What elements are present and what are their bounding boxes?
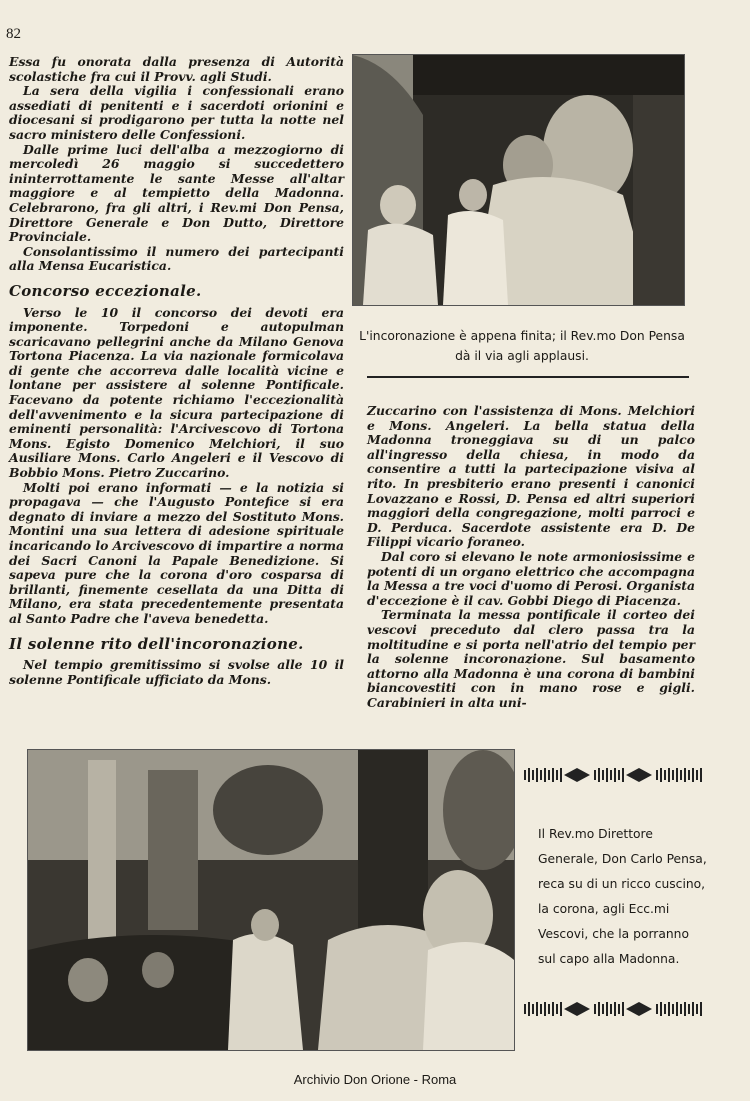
caption-bottom-photo: Il Rev.mo Direttore Generale, Don Carlo Pensa, reca su di un ricco cuscino, la corona, agli Ecc.mi Vescovi, che la porranno sul capo alla Madonna. bbox=[538, 827, 707, 966]
photo-coronation-bishops bbox=[352, 54, 685, 306]
paragraph: Terminata la messa pontificale il corteo dei vescovi preceduto dal clero passa tra la moltitudine e si porta nell'atrio del tempio per la solenne incoronazione. Sul basamento attorno alla Madonna è una corona di bambini biancovestiti con in mano rose e gigli. Carabinieri in alta uni- bbox=[367, 607, 695, 710]
paragraph: Consolantissimo il numero dei partecipanti alla Mensa Eucaristica. bbox=[9, 243, 344, 274]
section-heading-concorso: Concorso eccezionale. bbox=[9, 281, 202, 300]
paragraph: Verso le 10 il concorso dei devoti era imponente. Torpedoni e autopulman scaricavano pellegrini anche da Milano Genova Tortona Piacenza. La via nazionale formicolava di gente che accorreva dalle località vicine e lontane per assistere al solenne Pontificale. Facevano da potente richiamo l'eccezionalità dell'avvenimento e la sicura partecipazione di eminenti personalità: l'Arcivescovo di Tortona Mons. Egisto Domenico Melchiori, il suo Ausiliare Mons. Carlo Angeleri e il Vescovo di Bobbio Mons. Pietro Zuccarino. bbox=[9, 304, 344, 481]
divider-rule bbox=[367, 376, 689, 378]
decorative-ornament-bottom bbox=[522, 998, 704, 1020]
photo-procession-crown bbox=[27, 749, 515, 1051]
paragraph: Dal coro si elevano le note armoniosissime e potenti di un organo elettrico che accompagna la Messa a tre voci d'uomo di Perosi. Organista d'eccezione è il cav. Gobbi Diego di Piacenza. bbox=[367, 548, 695, 608]
archive-footer: Archivio Don Orione - Roma bbox=[293, 1072, 457, 1087]
right-column bbox=[367, 404, 695, 710]
caption-top-photo: L'incoronazione è appena finita; il Rev.mo Don Pensa dà il via agli applausi. bbox=[359, 329, 685, 363]
page-number: 82 bbox=[6, 26, 21, 42]
paragraph: Molti poi erano informati — e la notizia si propagava — che l'Augusto Pontefice si era degnato di inviare a mezzo del Sostituto Mons. Montini una sua lettera di adesione spirituale incaricando lo Arcivescovo di impartire a norma dei Sacri Canoni la Papale Benedizione. Si sapeva pure che la corona d'oro cosparsa di brillanti, finemente cesellata da una Ditta di Milano, era stata precedentemente presentata al Santo Padre che l'aveva benedetta. bbox=[9, 479, 344, 626]
paragraph: Dalle prime luci dell'alba a mezzogiorno di mercoledì 26 maggio si succedettero ininterrottamente le sante Messe all'altar maggiore e al tempietto della Madonna. Celebrarono, fra gli altri, i Rev.mi Don Pensa, Direttore Generale e Don Dutto, Direttore Provinciale. bbox=[9, 141, 344, 245]
paragraph: Essa fu onorata dalla presenza di Autorità scolastiche fra cui il Provv. agli Studi. bbox=[9, 54, 344, 84]
left-column bbox=[9, 55, 344, 687]
section-heading-rito: Il solenne rito dell'incoronazione. bbox=[9, 634, 304, 653]
paragraph: Zuccarino con l'assistenza di Mons. Melchiori e Mons. Angeleri. La bella statua della Madonna troneggiava su di un palco all'ingresso della chiesa, in modo da consentire a tutti la partecipazione visiva al rito. In presbiterio erano presenti i canonici Lovazzano e Rossi, D. Pensa ed altri superiori maggiori della congregazione, molti parroci e D. Perduca. Sacerdote assistente era D. De Filippi vicario foraneo. bbox=[367, 403, 695, 550]
decorative-ornament-top bbox=[522, 764, 704, 786]
paragraph: La sera della vigilia i confessionali erano assediati di penitenti e i sacerdoti orionini e diocesani si prodigarono per tutta la notte nel sacro ministero delle Confessioni. bbox=[9, 83, 344, 142]
paragraph: Nel tempio gremitissimo si svolse alle 10 il solenne Pontificale ufficiato da Mons. bbox=[9, 657, 344, 687]
